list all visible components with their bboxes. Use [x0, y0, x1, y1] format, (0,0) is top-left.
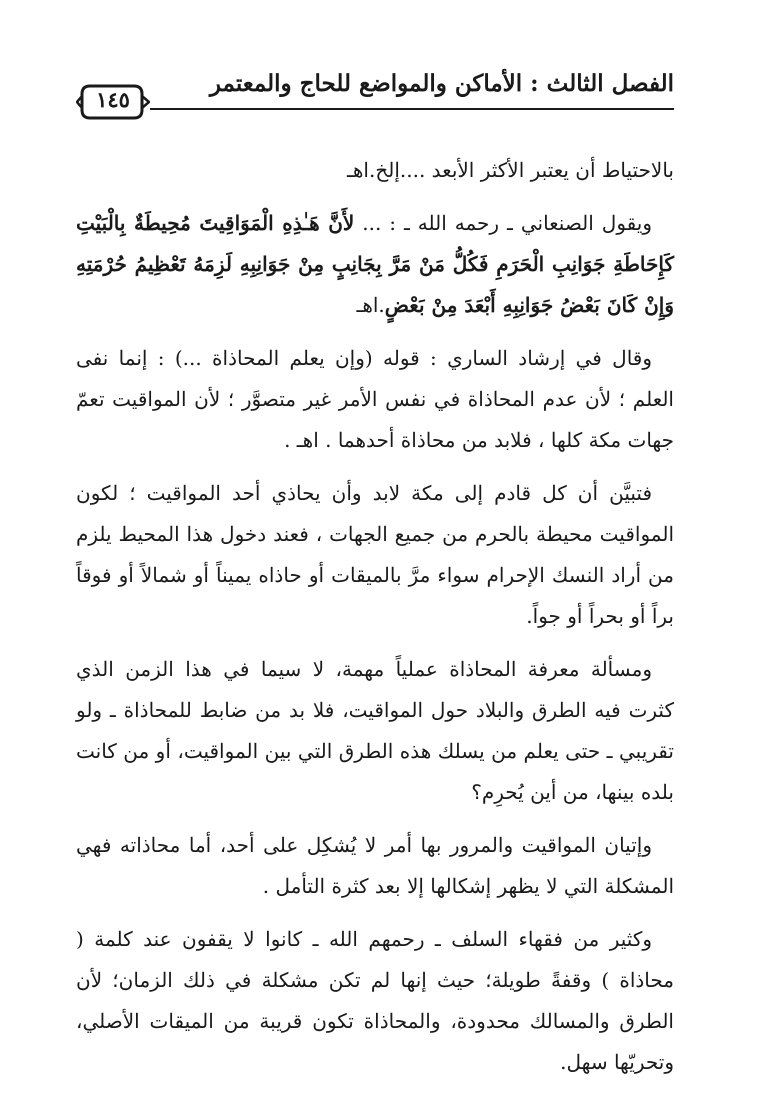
paragraph-2 — [76, 203, 674, 326]
page-number-badge — [76, 82, 150, 122]
paragraph-3: وقال في إرشاد الساري : قوله (وإن يعلم المحاذاة ...) : إنما نفى العلم ؛ لأن عدم المحاذاة في نفس الأمر غير متصوَّر ؛ لأن المواقيت تعمّ جهات مكة كلها ، فلابد من محاذاة أحدهما . اهـ . — [76, 346, 674, 452]
paragraph-5: ومسألة معرفة المحاذاة عملياً مهمة، لا سيما في هذا الزمن الذي كثرت فيه الطرق والبلاد حول المواقيت، فلا بد من ضابط للمحاذاة ـ ولو تقريبي ـ حتى يعلم من يسلك هذه الطرق التي بين المواقيت، أو من كانت بلده بينها، من أين يُحرِم؟ — [76, 657, 674, 804]
paragraph-2-end: .اهـ — [356, 293, 385, 317]
paragraph-6: وإتيان المواقيت والمرور بها أمر لا يُشكِل على أحد، أما محاذاته فهي المشكلة التي لا يظهر إشكالها إلا بعد كثرة التأمل . — [76, 833, 674, 898]
page-header — [76, 66, 674, 122]
header-rule — [150, 108, 674, 110]
paragraph-2-intro: ويقول الصنعاني ـ رحمه الله ـ : ... — [354, 211, 652, 235]
paragraph-1: بالاحتياط أن يعتبر الأكثر الأبعد ....إلخ.اهـ — [347, 158, 674, 182]
paragraph-4: فتبيَّن أن كل قادم إلى مكة لابد وأن يحاذي أحد المواقيت ؛ لكون المواقيت محيطة بالحرم من جميع الجهات ، فعند دخول هذا المحيط يلزم من أراد النسك الإحرام سواء مرَّ بالميقات أو حاذاه يميناً أو شمالاً أو فوقاً براً أو بحراً أو جواً. — [76, 481, 674, 628]
sanani-quote: لأَنَّ هَـٰذِهِ الْمَوَاقِيتَ مُحِيطَةٌ بِالْبَيْتِ كَإِحَاطَةِ جَوَانِبِ الْحَرَمِ فَكُلُّ مَنْ مَرَّ بِجَانِبٍ مِنْ جَوَانِبِهِ لَزِمَهُ تَعْظِيمُ حُرْمَتِهِ وَإِنْ كَانَ بَعْضُ جَوَانِبِهِ أَبْعَدَ مِنْ بَعْضٍ — [76, 211, 674, 317]
paragraph-7: وكثير من فقهاء السلف ـ رحمهم الله ـ كانوا لا يقفون عند كلمة ( محاذاة ) وقفةً طويلة؛ حيث إنها لم تكن مشكلة في ذلك الزمان؛ لأن الطرق والمسالك محدودة، والمحاذاة تكون قريبة من الميقات الأصلي، وتحريّها سهل. — [76, 927, 674, 1074]
page-body — [76, 150, 674, 1083]
chapter-title: الفصل الثالث : الأماكن والمواضع للحاج والمعتمر — [209, 70, 674, 97]
page-number: ١٤٥ — [96, 87, 130, 112]
